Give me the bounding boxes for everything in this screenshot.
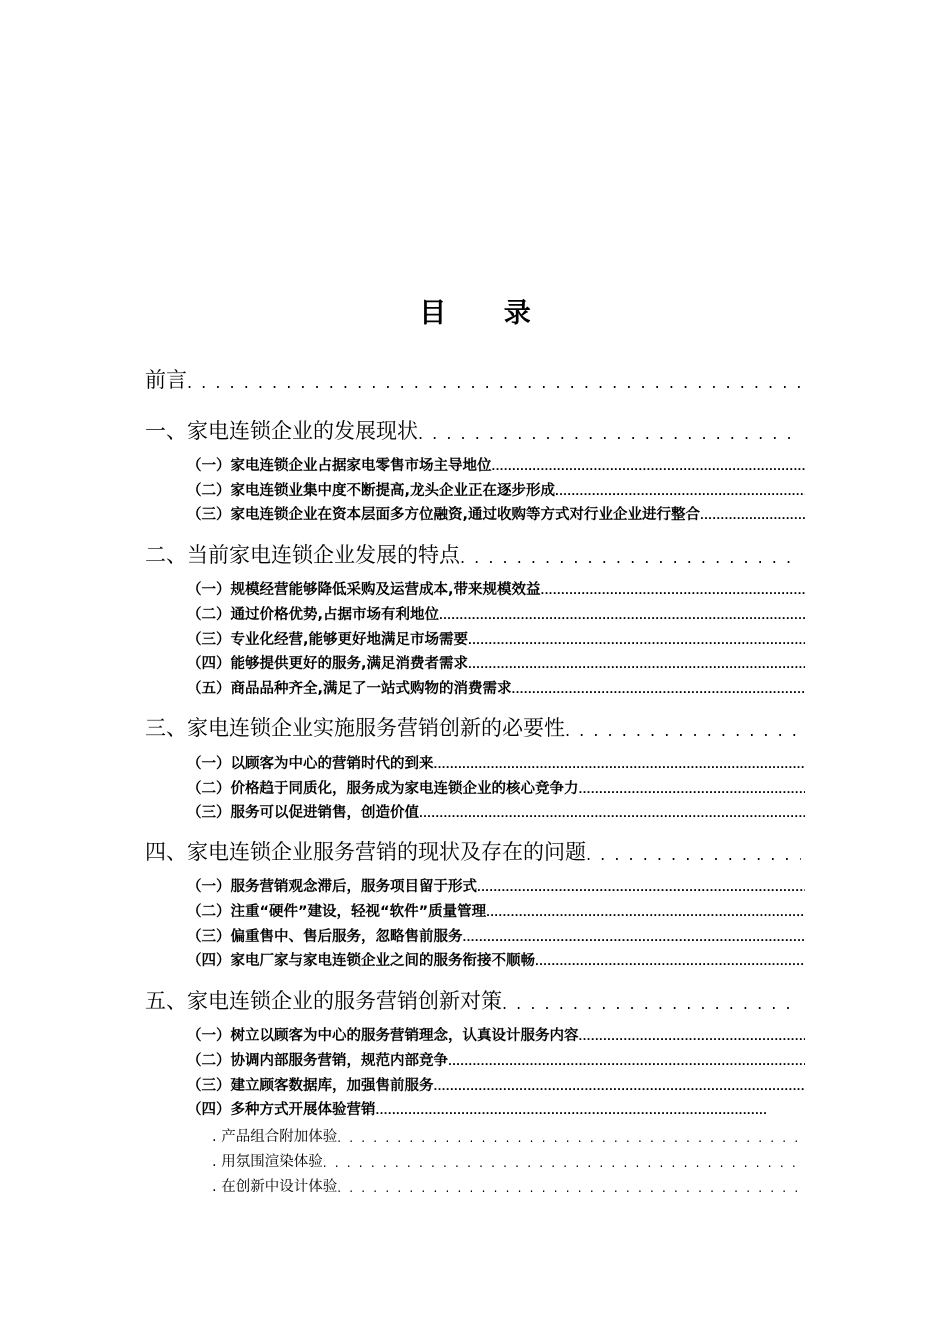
dot-leader: [579, 1029, 806, 1047]
toc-entry-label: （四）多种方式开展体验营销: [187, 1102, 376, 1118]
toc-item-4-2[interactable]: [187, 901, 805, 923]
dot-leader: [555, 484, 805, 502]
toc-entry-label: （一）以顾客为中心的营销时代的到来: [187, 756, 434, 772]
dot-leader: [492, 459, 806, 477]
toc-item-4-4[interactable]: [187, 950, 805, 972]
dot-leader: [448, 1054, 805, 1072]
toc-entry-label: 二、当前家电连锁企业发展的特点: [145, 543, 460, 567]
toc-entry-preface[interactable]: [145, 365, 801, 395]
toc-entry-label: （五）商品品种齐全,满足了一站式购物的消费需求: [187, 681, 512, 697]
toc-item-2-3[interactable]: [187, 629, 805, 651]
toc-item-2-4[interactable]: [187, 653, 805, 675]
toc-entry-label: （三）服务可以促进销售，创造价值: [187, 805, 419, 821]
toc-item-3-1[interactable]: [187, 753, 805, 775]
dot-leader: [434, 757, 806, 775]
toc-entry-label: （二）协调内部服务营销，规范内部竞争: [187, 1053, 448, 1069]
toc-item-1-1[interactable]: [187, 455, 805, 477]
toc-item-4-3[interactable]: [187, 926, 805, 948]
toc-entry-label: （二）注重“硬件”建设，轻视“软件”质量管理: [187, 904, 487, 920]
toc-entry-label: （三）家电连锁企业在资本层面多方位融资,通过收购等方式对行业企业进行整合: [187, 507, 701, 523]
toc-entry-label: （三）专业化经营,能够更好地满足市场需要: [187, 632, 469, 648]
dot-leader: [468, 633, 805, 651]
toc-item-3-2[interactable]: [187, 778, 805, 800]
toc-heading-section-3[interactable]: [145, 713, 801, 743]
dot-leader: [463, 930, 806, 948]
toc-heading-section-1[interactable]: [145, 416, 801, 446]
dot-leader: [486, 905, 805, 923]
dot-leader: [586, 843, 801, 867]
dot-leader: [187, 371, 801, 395]
page-title: 目 录: [419, 298, 555, 329]
dot-leader: [337, 1128, 802, 1148]
toc-entry-label: （二）家电连锁业集中度不断提高,龙头企业正在逐步形成: [187, 483, 556, 499]
dot-leader: [579, 782, 806, 800]
toc-item-5-1[interactable]: [187, 1025, 805, 1047]
dot-leader: [477, 880, 805, 898]
dot-leader: [434, 1079, 806, 1097]
toc-item-5-4[interactable]: [187, 1099, 805, 1121]
dot-leader: [337, 1178, 802, 1198]
toc-entry-label: 三、家电连锁企业实施服务营销创新的必要性: [145, 716, 565, 740]
toc-item-5-2[interactable]: [187, 1050, 805, 1072]
toc-entry-label: 五、家电连锁企业的服务营销创新对策: [145, 989, 502, 1013]
toc-entry-label: （一）规模经营能够降低采购及运营成本,带来规模效益: [187, 582, 541, 598]
toc-subitem-5-4-2[interactable]: [212, 1151, 802, 1173]
dot-leader: [323, 1153, 802, 1173]
toc-entry-label: （一）家电连锁企业占据家电零售市场主导地位: [187, 458, 492, 474]
dot-leader: [460, 546, 801, 570]
dot-leader: [376, 1103, 806, 1121]
toc-subitem-5-4-1[interactable]: [212, 1126, 802, 1148]
toc-entry-label: （一）服务营销观念滞后，服务项目留于形式: [187, 879, 477, 895]
toc-subitem-5-4-3[interactable]: [212, 1176, 802, 1198]
dot-leader: [535, 954, 805, 972]
toc-entry-label: （三）建立顾客数据库，加强售前服务: [187, 1078, 434, 1094]
dot-leader: [439, 608, 805, 626]
toc-item-4-1[interactable]: [187, 876, 805, 898]
dot-leader: [541, 583, 805, 601]
toc-entry-label: 四、家电连锁企业服务营销的现状及存在的问题: [145, 840, 586, 864]
toc-heading-section-2[interactable]: [145, 540, 801, 570]
toc-entry-label: （三）偏重售中、售后服务，忽略售前服务: [187, 929, 463, 945]
dot-leader: [502, 992, 801, 1016]
toc-entry-label: 前言: [145, 368, 187, 392]
dot-leader: [468, 657, 805, 675]
toc-item-2-2[interactable]: [187, 604, 805, 626]
dot-leader: [418, 422, 801, 446]
toc-entry-label: （一）树立以顾客为中心的服务营销理念，认真设计服务内容: [187, 1028, 579, 1044]
toc-item-5-3[interactable]: [187, 1075, 805, 1097]
dot-leader: [565, 719, 801, 743]
toc-entry-label: （四）家电厂家与家电连锁企业之间的服务衔接不顺畅: [187, 953, 535, 969]
toc-item-2-5[interactable]: [187, 678, 805, 700]
toc-item-2-1[interactable]: [187, 579, 805, 601]
toc-entry-label: （二）价格趋于同质化，服务成为家电连锁企业的核心竞争力: [187, 781, 579, 797]
dot-leader: [419, 806, 805, 824]
toc-item-1-3[interactable]: [187, 504, 805, 526]
toc-entry-label: （四）能够提供更好的服务,满足消费者需求: [187, 656, 469, 672]
toc-heading-section-4[interactable]: [145, 837, 801, 867]
toc-entry-label: . 用氛围渲染体验: [212, 1154, 323, 1170]
toc-entry-label: 一、家电连锁企业的发展现状: [145, 419, 418, 443]
toc-entry-label: . 产品组合附加体验: [212, 1129, 338, 1145]
toc-entry-label: . 在创新中设计体验: [212, 1179, 338, 1195]
toc-entry-label: （二）通过价格优势,占据市场有利地位: [187, 607, 440, 623]
toc-heading-section-5[interactable]: [145, 986, 801, 1016]
toc-item-1-2[interactable]: [187, 480, 805, 502]
dot-leader: [700, 508, 805, 526]
dot-leader: [512, 682, 805, 700]
toc-item-3-3[interactable]: [187, 802, 805, 824]
